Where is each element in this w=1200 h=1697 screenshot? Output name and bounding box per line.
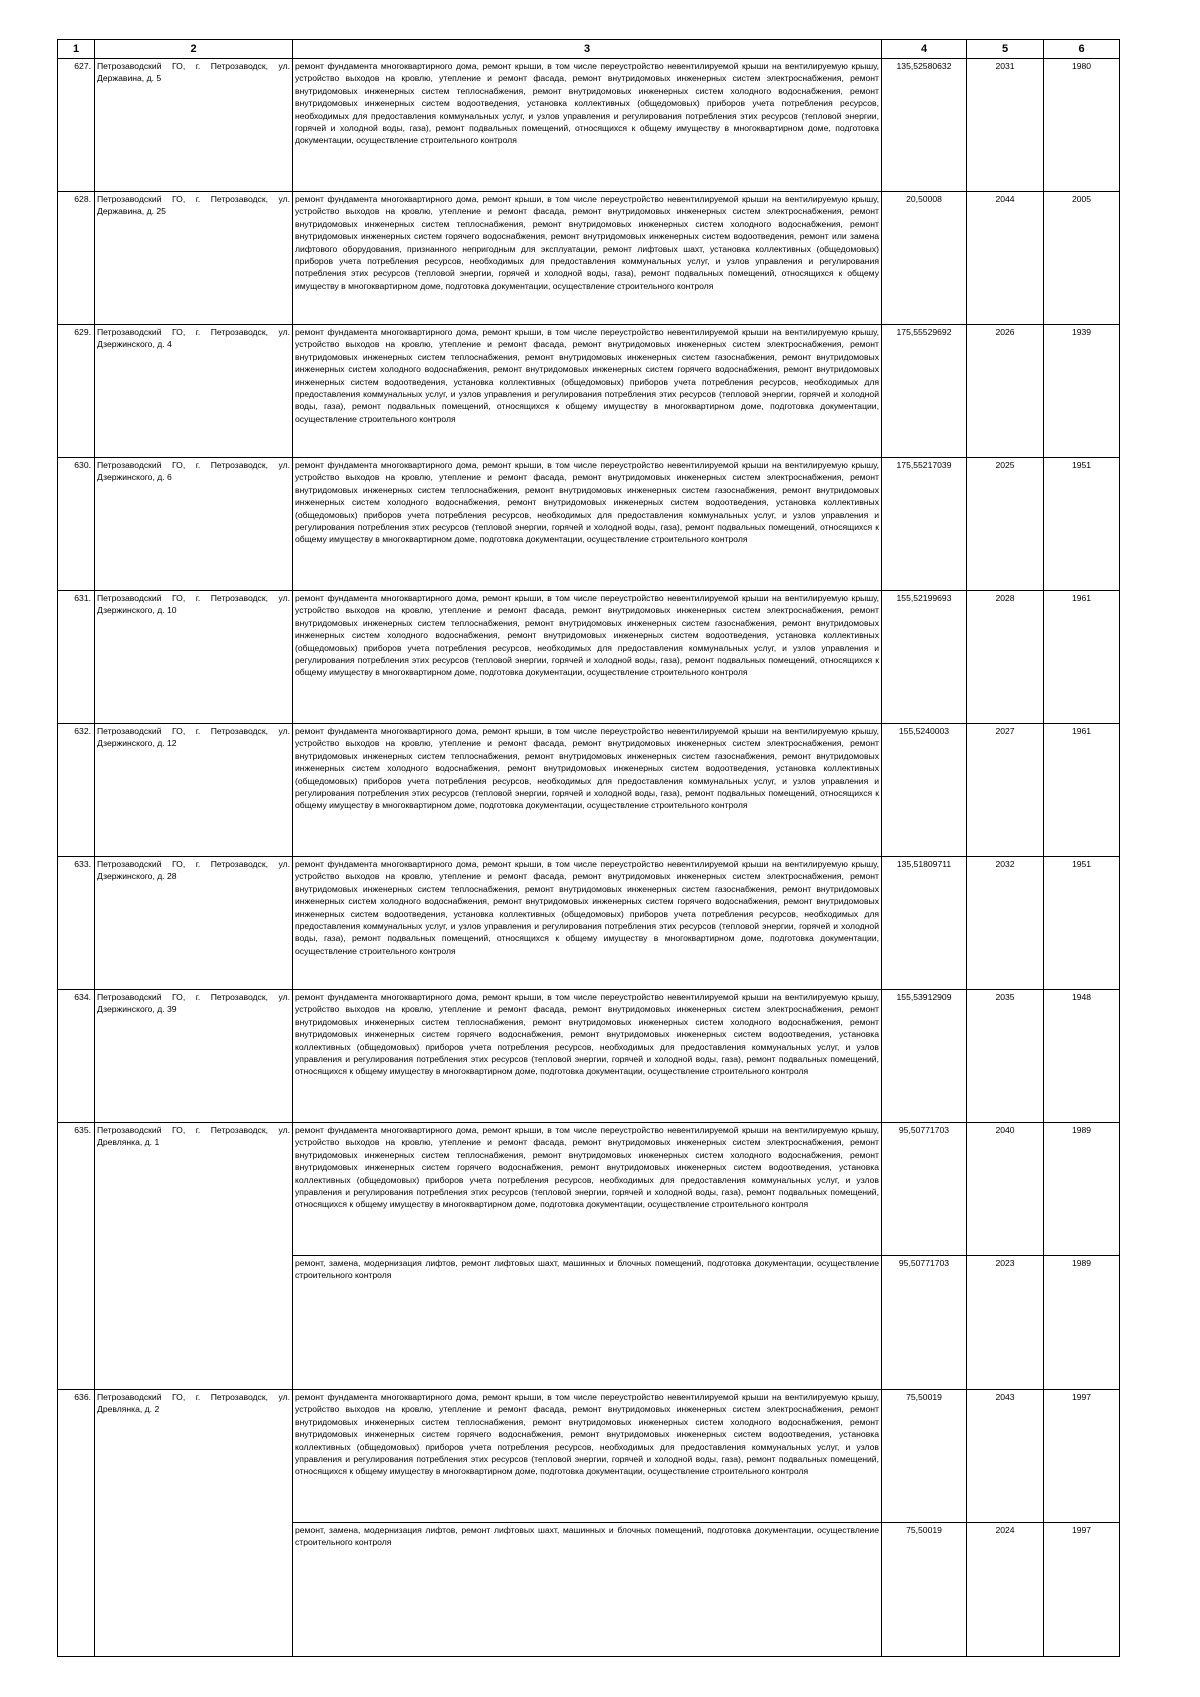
row-number: 628. <box>58 192 95 325</box>
row-number: 627. <box>58 59 95 192</box>
column-header: 5 <box>967 40 1044 59</box>
work-description-cell: ремонт фундамента многоквартирного дома, ремонт крыши, в том числе переустройство невентилируемой крыши на вентилируемую крышу, устройство выходов на кровлю, утепление и ремонт фасада, ремонт внутридомовых инженерных систем электроснабжения, ремонт внутридомовых инженерных систем теплоснабжения, ремонт внутридомовых инженерных систем холодного водоснабжения, ремонт внутридомовых инженерных систем горячего водоснабжения, ремонт внутридомовых инженерных систем водоотведения, ремонт или замена лифтового оборудования, признанного непригодным для эксплуатации, ремонт лифтовых шахт, установка коллективных (общедомовых) приборов учета потребления ресурсов, необходимых для предоставления коммунальных услуг, и узлов управления и регулирования потребления этих ресурсов (тепловой энергии, горячей и холодной воды, газа), ремонт подвальных помещений, относящихся к общему имуществу в многоквартирном доме, подготовка документации, осуществление строительного контроля <box>293 192 882 325</box>
table-row <box>58 458 1120 591</box>
build-year-cell: 1939 <box>1044 325 1120 458</box>
table-row <box>58 1390 1120 1523</box>
row-number: 629. <box>58 325 95 458</box>
cost-cell: 155,5240003 <box>882 724 967 857</box>
row-number: 633. <box>58 857 95 990</box>
document-page <box>57 39 1119 1657</box>
build-year-cell: 1980 <box>1044 59 1120 192</box>
cost-cell: 20,50008 <box>882 192 967 325</box>
column-header: 2 <box>95 40 293 59</box>
planned-year-cell: 2023 <box>967 1256 1044 1390</box>
address-cell: Петрозаводский ГО, г. Петрозаводск, ул. Дзержинского, д. 39 <box>95 990 293 1123</box>
row-number: 630. <box>58 458 95 591</box>
planned-year-cell: 2027 <box>967 724 1044 857</box>
work-description-cell: ремонт фундамента многоквартирного дома, ремонт крыши, в том числе переустройство невентилируемой крыши на вентилируемую крышу, устройство выходов на кровлю, утепление и ремонт фасада, ремонт внутридомовых инженерных систем электроснабжения, ремонт внутридомовых инженерных систем теплоснабжения, ремонт внутридомовых инженерных систем газоснабжения, ремонт внутридомовых инженерных систем холодного водоснабжения, ремонт внутридомовых инженерных систем водоотведения, установка коллективных (общедомовых) приборов учета потребления ресурсов, необходимых для предоставления коммунальных услуг, и узлов управления и регулирования потребления этих ресурсов (тепловой энергии, горячей и холодной воды, газа), ремонт подвальных помещений, относящихся к общему имуществу в многоквартирном доме, подготовка документации, осуществление строительного контроля <box>293 591 882 724</box>
work-description-cell: ремонт фундамента многоквартирного дома, ремонт крыши, в том числе переустройство невентилируемой крыши на вентилируемую крышу, устройство выходов на кровлю, утепление и ремонт фасада, ремонт внутридомовых инженерных систем электроснабжения, ремонт внутридомовых инженерных систем теплоснабжения, ремонт внутридомовых инженерных систем газоснабжения, ремонт внутридомовых инженерных систем холодного водоснабжения, ремонт внутридомовых инженерных систем горячего водоснабжения, ремонт внутридомовых инженерных систем водоотведения, установка коллективных (общедомовых) приборов учета потребления ресурсов, необходимых для предоставления коммунальных услуг, и узлов управления и регулирования потребления этих ресурсов (тепловой энергии, горячей и холодной воды, газа), ремонт подвальных помещений, относящихся к общему имуществу в многоквартирном доме, подготовка документации, осуществление строительного контроля <box>293 325 882 458</box>
work-description-cell: ремонт фундамента многоквартирного дома, ремонт крыши, в том числе переустройство невентилируемой крыши на вентилируемую крышу, устройство выходов на кровлю, утепление и ремонт фасада, ремонт внутридомовых инженерных систем электроснабжения, ремонт внутридомовых инженерных систем теплоснабжения, ремонт внутридомовых инженерных систем холодного водоснабжения, ремонт внутридомовых инженерных систем горячего водоснабжения, ремонт внутридомовых инженерных систем водоотведения, установка коллективных (общедомовых) приборов учета потребления ресурсов, необходимых для предоставления коммунальных услуг, и узлов управления и регулирования потребления этих ресурсов (тепловой энергии, горячей и холодной воды, газа), ремонт подвальных помещений, относящихся к общему имуществу в многоквартирном доме, подготовка документации, осуществление строительного контроля <box>293 1390 882 1523</box>
address-cell: Петрозаводский ГО, г. Петрозаводск, ул. Державина, д. 5 <box>95 59 293 192</box>
table-row <box>58 325 1120 458</box>
address-cell: Петрозаводский ГО, г. Петрозаводск, ул. Древлянка, д. 2 <box>95 1390 293 1657</box>
address-cell: Петрозаводский ГО, г. Петрозаводск, ул. Дзержинского, д. 10 <box>95 591 293 724</box>
table-row <box>58 990 1120 1123</box>
row-number: 632. <box>58 724 95 857</box>
build-year-cell: 1961 <box>1044 724 1120 857</box>
table-row <box>58 724 1120 857</box>
build-year-cell: 1989 <box>1044 1256 1120 1390</box>
column-header: 1 <box>58 40 95 59</box>
table-row <box>58 59 1120 192</box>
cost-cell: 175,55217039 <box>882 458 967 591</box>
column-number-header-row <box>58 40 1120 59</box>
row-number: 635. <box>58 1123 95 1390</box>
build-year-cell: 1948 <box>1044 990 1120 1123</box>
work-description-cell: ремонт фундамента многоквартирного дома, ремонт крыши, в том числе переустройство невентилируемой крыши на вентилируемую крышу, устройство выходов на кровлю, утепление и ремонт фасада, ремонт внутридомовых инженерных систем электроснабжения, ремонт внутридомовых инженерных систем теплоснабжения, ремонт внутридомовых инженерных систем холодного водоснабжения, ремонт внутридомовых инженерных систем водоотведения, установка коллективных (общедомовых) приборов учета потребления ресурсов, необходимых для предоставления коммунальных услуг, и узлов управления и регулирования потребления этих ресурсов (тепловой энергии, горячей и холодной воды, газа), ремонт подвальных помещений, относящихся к общему имуществу в многоквартирном доме, подготовка документации, осуществление строительного контроля <box>293 59 882 192</box>
cost-cell: 155,53912909 <box>882 990 967 1123</box>
work-description-cell: ремонт фундамента многоквартирного дома, ремонт крыши, в том числе переустройство невентилируемой крыши на вентилируемую крышу, устройство выходов на кровлю, утепление и ремонт фасада, ремонт внутридомовых инженерных систем электроснабжения, ремонт внутридомовых инженерных систем теплоснабжения, ремонт внутридомовых инженерных систем газоснабжения, ремонт внутридомовых инженерных систем холодного водоснабжения, ремонт внутридомовых инженерных систем водоотведения, установка коллективных (общедомовых) приборов учета потребления ресурсов, необходимых для предоставления коммунальных услуг, и узлов управления и регулирования потребления этих ресурсов (тепловой энергии, горячей и холодной воды, газа), ремонт подвальных помещений, относящихся к общему имуществу в многоквартирном доме, подготовка документации, осуществление строительного контроля <box>293 458 882 591</box>
build-year-cell: 2005 <box>1044 192 1120 325</box>
address-cell: Петрозаводский ГО, г. Петрозаводск, ул. Дзержинского, д. 12 <box>95 724 293 857</box>
work-description-cell: ремонт фундамента многоквартирного дома, ремонт крыши, в том числе переустройство невентилируемой крыши на вентилируемую крышу, устройство выходов на кровлю, утепление и ремонт фасада, ремонт внутридомовых инженерных систем электроснабжения, ремонт внутридомовых инженерных систем теплоснабжения, ремонт внутридомовых инженерных систем газоснабжения, ремонт внутридомовых инженерных систем холодного водоснабжения, ремонт внутридомовых инженерных систем водоотведения, установка коллективных (общедомовых) приборов учета потребления ресурсов, необходимых для предоставления коммунальных услуг, и узлов управления и регулирования потребления этих ресурсов (тепловой энергии, горячей и холодной воды, газа), ремонт подвальных помещений, относящихся к общему имуществу в многоквартирном доме, подготовка документации, осуществление строительного контроля <box>293 724 882 857</box>
column-header: 6 <box>1044 40 1120 59</box>
row-number: 636. <box>58 1390 95 1657</box>
work-description-cell: ремонт, замена, модернизация лифтов, ремонт лифтовых шахт, машинных и блочных помещений, подготовка документации, осуществление строительного контроля <box>293 1523 882 1657</box>
planned-year-cell: 2024 <box>967 1523 1044 1657</box>
cost-cell: 75,50019 <box>882 1390 967 1523</box>
planned-year-cell: 2031 <box>967 59 1044 192</box>
work-description-cell: ремонт фундамента многоквартирного дома, ремонт крыши, в том числе переустройство невентилируемой крыши на вентилируемую крышу, устройство выходов на кровлю, утепление и ремонт фасада, ремонт внутридомовых инженерных систем электроснабжения, ремонт внутридомовых инженерных систем теплоснабжения, ремонт внутридомовых инженерных систем газоснабжения, ремонт внутридомовых инженерных систем холодного водоснабжения, ремонт внутридомовых инженерных систем горячего водоснабжения, ремонт внутридомовых инженерных систем водоотведения, установка коллективных (общедомовых) приборов учета потребления ресурсов, необходимых для предоставления коммунальных услуг, и узлов управления и регулирования потребления этих ресурсов (тепловой энергии, горячей и холодной воды, газа), ремонт подвальных помещений, относящихся к общему имуществу в многоквартирном доме, подготовка документации, осуществление строительного контроля <box>293 857 882 990</box>
cost-cell: 95,50771703 <box>882 1123 967 1256</box>
address-cell: Петрозаводский ГО, г. Петрозаводск, ул. Дзержинского, д. 4 <box>95 325 293 458</box>
planned-year-cell: 2043 <box>967 1390 1044 1523</box>
planned-year-cell: 2040 <box>967 1123 1044 1256</box>
address-cell: Петрозаводский ГО, г. Петрозаводск, ул. Древлянка, д. 1 <box>95 1123 293 1390</box>
cost-cell: 155,52199693 <box>882 591 967 724</box>
cost-cell: 175,55529692 <box>882 325 967 458</box>
build-year-cell: 1997 <box>1044 1390 1120 1523</box>
cost-cell: 95,50771703 <box>882 1256 967 1390</box>
table-row <box>58 192 1120 325</box>
build-year-cell: 1951 <box>1044 857 1120 990</box>
planned-year-cell: 2025 <box>967 458 1044 591</box>
planned-year-cell: 2035 <box>967 990 1044 1123</box>
build-year-cell: 1961 <box>1044 591 1120 724</box>
planned-year-cell: 2044 <box>967 192 1044 325</box>
work-description-cell: ремонт, замена, модернизация лифтов, ремонт лифтовых шахт, машинных и блочных помещений, подготовка документации, осуществление строительного контроля <box>293 1256 882 1390</box>
address-cell: Петрозаводский ГО, г. Петрозаводск, ул. Державина, д. 25 <box>95 192 293 325</box>
column-header: 3 <box>293 40 882 59</box>
work-description-cell: ремонт фундамента многоквартирного дома, ремонт крыши, в том числе переустройство невентилируемой крыши на вентилируемую крышу, устройство выходов на кровлю, утепление и ремонт фасада, ремонт внутридомовых инженерных систем электроснабжения, ремонт внутридомовых инженерных систем теплоснабжения, ремонт внутридомовых инженерных систем холодного водоснабжения, ремонт внутридомовых инженерных систем горячего водоснабжения, ремонт внутридомовых инженерных систем водоотведения, установка коллективных (общедомовых) приборов учета потребления ресурсов, необходимых для предоставления коммунальных услуг, и узлов управления и регулирования потребления этих ресурсов (тепловой энергии, горячей и холодной воды, газа), ремонт подвальных помещений, относящихся к общему имуществу в многоквартирном доме, подготовка документации, осуществление строительного контроля <box>293 990 882 1123</box>
cost-cell: 135,51809711 <box>882 857 967 990</box>
cost-cell: 135,52580632 <box>882 59 967 192</box>
planned-year-cell: 2026 <box>967 325 1044 458</box>
address-cell: Петрозаводский ГО, г. Петрозаводск, ул. Дзержинского, д. 28 <box>95 857 293 990</box>
build-year-cell: 1997 <box>1044 1523 1120 1657</box>
work-description-cell: ремонт фундамента многоквартирного дома, ремонт крыши, в том числе переустройство невентилируемой крыши на вентилируемую крышу, устройство выходов на кровлю, утепление и ремонт фасада, ремонт внутридомовых инженерных систем электроснабжения, ремонт внутридомовых инженерных систем теплоснабжения, ремонт внутридомовых инженерных систем холодного водоснабжения, ремонт внутридомовых инженерных систем горячего водоснабжения, ремонт внутридомовых инженерных систем водоотведения, установка коллективных (общедомовых) приборов учета потребления ресурсов, необходимых для предоставления коммунальных услуг, и узлов управления и регулирования потребления этих ресурсов (тепловой энергии, горячей и холодной воды, газа), ремонт подвальных помещений, относящихся к общему имуществу в многоквартирном доме, подготовка документации, осуществление строительного контроля <box>293 1123 882 1256</box>
column-header: 4 <box>882 40 967 59</box>
table-row <box>58 591 1120 724</box>
cost-cell: 75,50019 <box>882 1523 967 1657</box>
table-row <box>58 1123 1120 1256</box>
repair-schedule-table <box>57 39 1120 1657</box>
planned-year-cell: 2032 <box>967 857 1044 990</box>
table-row <box>58 857 1120 990</box>
row-number: 634. <box>58 990 95 1123</box>
build-year-cell: 1951 <box>1044 458 1120 591</box>
address-cell: Петрозаводский ГО, г. Петрозаводск, ул. Дзержинского, д. 6 <box>95 458 293 591</box>
planned-year-cell: 2028 <box>967 591 1044 724</box>
build-year-cell: 1989 <box>1044 1123 1120 1256</box>
row-number: 631. <box>58 591 95 724</box>
